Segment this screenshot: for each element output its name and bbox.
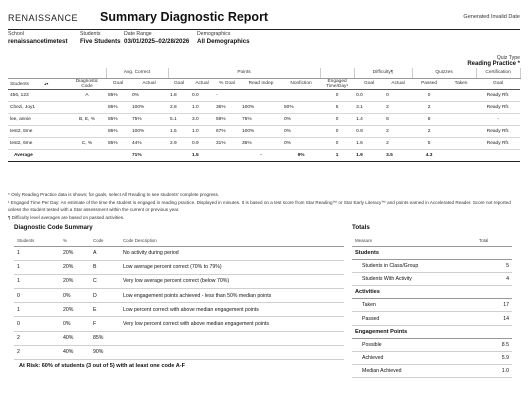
dc-pct: 20%	[60, 246, 90, 260]
p-pct: 36%	[214, 101, 240, 113]
sort-icon[interactable]: ▴▾	[44, 80, 49, 86]
school-value: renaissancetimetest	[8, 38, 68, 45]
dc-desc: Low average percent correct (70% to 79%)	[120, 260, 344, 274]
p-pct: 59%	[214, 113, 240, 125]
difficulty-header: Difficulty¶	[354, 68, 412, 78]
dc-students-header: Students	[14, 236, 60, 246]
report-meta	[8, 31, 520, 51]
dc-code: 90%	[90, 345, 120, 359]
certification: Ready Rfr.	[476, 89, 520, 101]
demographics-value: All Demographics	[197, 38, 250, 45]
avg-p-nonfiction: 9%	[282, 149, 320, 161]
p-read-indep: 100%	[240, 125, 282, 137]
dc-students: 0	[14, 289, 60, 303]
engaged-time: 0	[320, 89, 354, 101]
diff-actual: 2	[384, 125, 412, 137]
p-pct-goal-header: % Goal	[214, 78, 240, 89]
p-goal: 5.1	[168, 113, 190, 125]
quizzes-taken	[446, 101, 476, 113]
table-group-header	[8, 68, 520, 78]
table-row	[14, 289, 344, 303]
quizzes-taken-header: Taken	[446, 78, 476, 89]
total-header: Total	[476, 236, 512, 246]
report-title: Summary Diagnostic Report	[100, 10, 269, 24]
dc-desc: Very low percent correct with above median engagement points	[120, 317, 344, 331]
ac-actual: 0%	[130, 89, 168, 101]
table-row	[14, 317, 344, 331]
p-nonfiction: 50%	[282, 101, 320, 113]
ac-actual: 100%	[130, 101, 168, 113]
table-column-header	[14, 236, 344, 246]
engaged-time: 0	[320, 113, 354, 125]
student-name[interactable]: test2, 6me	[8, 125, 68, 137]
quiz-type-value: Reading Practice *	[467, 61, 520, 67]
p-read-indep: 100%	[240, 101, 282, 113]
diff-goal-header: Goal	[354, 78, 384, 89]
ac-goal: 85%	[106, 137, 130, 149]
quizzes-passed: 2	[412, 101, 446, 113]
ac-goal-header: Goal	[106, 78, 130, 89]
p-actual: 0.0	[190, 89, 214, 101]
table-row	[8, 89, 520, 101]
dc-pct: 20%	[60, 274, 90, 288]
diff-goal: 0.0	[354, 89, 384, 101]
measure-header: Measure	[352, 236, 476, 246]
dc-students: 0	[14, 317, 60, 331]
dc-students: 2	[14, 331, 60, 345]
school-label: School	[8, 31, 24, 37]
table-row: Possible 8.5	[352, 338, 512, 351]
dc-desc: No activity during period	[120, 246, 344, 260]
p-goal-header: Goal	[168, 78, 190, 89]
table-row: Students in Class/Group 5	[352, 259, 512, 272]
table-row	[14, 260, 344, 274]
ac-goal: 85%	[106, 89, 130, 101]
average-row	[8, 149, 520, 161]
dc-code: E	[90, 303, 120, 317]
engaged-time: 5	[320, 101, 354, 113]
students-column-header[interactable]: Students ▴▾	[8, 78, 68, 89]
diag-code: B, E, %	[68, 113, 106, 125]
dc-code: B	[90, 260, 120, 274]
avg-p-actual: 1.5	[190, 149, 214, 161]
diff-actual-header: Actual	[384, 78, 412, 89]
diagnostic-summary-title: Diagnostic Code Summary	[14, 224, 93, 231]
student-name[interactable]: lee, annie	[8, 113, 68, 125]
report-header	[8, 8, 520, 30]
quiz-type-label: Quiz Type	[496, 55, 520, 61]
diff-goal: 1.4	[354, 113, 384, 125]
table-row	[8, 137, 520, 149]
average-label: Average	[8, 149, 68, 161]
renaissance-logo: RENAISSANCE	[8, 13, 79, 23]
quizzes-passed-header: Passed	[412, 78, 446, 89]
dc-desc: Low engagement points achieved - less than 50% median points	[120, 289, 344, 303]
totals-title: Totals	[352, 224, 370, 231]
p-pct: 31%	[214, 137, 240, 149]
dc-students: 1	[14, 246, 60, 260]
certification: Ready Rfr.	[476, 137, 520, 149]
p-read-indep: 75%	[240, 113, 282, 125]
table-row: Students With Activity 4	[352, 272, 512, 285]
ac-actual: 100%	[130, 125, 168, 137]
dc-pct: 20%	[60, 303, 90, 317]
footnotes	[8, 192, 520, 224]
ac-goal: 85%	[106, 125, 130, 137]
avg-ac-actual: 71%	[130, 149, 168, 161]
table-row: Passed 14	[352, 312, 512, 325]
p-read-indep: 36%	[240, 137, 282, 149]
table-row	[8, 101, 520, 113]
generated-date: Generated Invalid Date	[463, 14, 520, 20]
p-nonfiction	[282, 89, 320, 101]
dc-students: 1	[14, 303, 60, 317]
ac-actual: 44%	[130, 137, 168, 149]
table-row: Achieved 5.9	[352, 352, 512, 365]
cert-goal-header: Goal	[476, 78, 520, 89]
dc-code-header: Code	[90, 236, 120, 246]
avg-passed: 4.3	[412, 149, 446, 161]
quizzes-header: Quizzes	[412, 68, 476, 78]
students-label: Students	[80, 31, 101, 37]
avg-diff-goal: 1.9	[354, 149, 384, 161]
ac-actual: 75%	[130, 113, 168, 125]
p-read-indep	[240, 89, 282, 101]
avg-correct-header: Avg. Correct	[106, 68, 168, 78]
table-row	[14, 303, 344, 317]
p-nonfiction: 0%	[282, 113, 320, 125]
date-range-value: 03/01/2025–02/28/2026	[124, 38, 190, 45]
totals-section-students: Students	[352, 246, 512, 259]
at-risk-summary: At Risk: 60% of students (3 out of 5) with at least one code A-F	[19, 363, 186, 369]
diff-actual: 0	[384, 89, 412, 101]
dc-desc: Low percent correct with above median engagement points	[120, 303, 344, 317]
p-read-indep-header: Read Indep	[240, 78, 282, 89]
avg-engaged: 1	[320, 149, 354, 161]
totals-table	[352, 236, 512, 378]
p-actual: 0.9	[190, 137, 214, 149]
quizzes-taken	[446, 89, 476, 101]
engaged-time: 0	[320, 137, 354, 149]
quizzes-taken	[446, 137, 476, 149]
dc-pct: 0%	[60, 317, 90, 331]
meta-demographics	[197, 31, 250, 45]
demographics-label: Demographics	[197, 31, 231, 37]
dc-desc: Very low average percent correct (below 70%)	[120, 274, 344, 288]
p-nonfiction-header: Nonfiction	[282, 78, 320, 89]
ac-goal: 85%	[106, 113, 130, 125]
footnote-2: ¹ Engaged Time Per Day: An estimate of the time the student is engaged in reading practice. Displayed in minutes. It is based on a test score from Star Reading™ or Star Early Literacy™ and points earned in Accelerated Reader. Score not reported unless the student tested with a Star assessment within the current or previous year.	[8, 200, 511, 212]
totals-section-activities: Activities	[352, 286, 512, 299]
certification: Ready Rfr.	[476, 101, 520, 113]
dc-pct: 20%	[60, 260, 90, 274]
table-column-header	[8, 78, 520, 89]
dc-pct: 40%	[60, 331, 90, 345]
dc-pct: 0%	[60, 289, 90, 303]
diff-goal: 3.1	[354, 101, 384, 113]
diag-code	[68, 125, 106, 137]
p-goal: 1.8	[168, 89, 190, 101]
footnote-3: ¶ Difficulty level averages are based on passed activities.	[8, 215, 125, 221]
dc-students: 1	[14, 260, 60, 274]
dc-desc	[120, 331, 344, 345]
table-row	[8, 125, 520, 137]
p-pct: -	[214, 89, 240, 101]
p-nonfiction: 0%	[282, 125, 320, 137]
dc-desc	[120, 345, 344, 359]
engaged-time-header: Engaged Time/Day¹	[320, 78, 354, 89]
dc-pct: 40%	[60, 345, 90, 359]
quizzes-taken	[446, 113, 476, 125]
table-row	[14, 274, 344, 288]
dc-students: 2	[14, 345, 60, 359]
dc-code: D	[90, 289, 120, 303]
points-header: Points	[168, 68, 320, 78]
date-range-label: Date Range	[124, 31, 152, 37]
diff-goal: 1.6	[354, 137, 384, 149]
diag-code: A	[68, 89, 106, 101]
avg-diff-actual: 3.5	[384, 149, 412, 161]
p-goal: 2.8	[168, 101, 190, 113]
student-name[interactable]: 456, 123	[8, 89, 68, 101]
table-row: Median Achieved 1.0	[352, 365, 512, 378]
quizzes-passed: 5	[412, 137, 446, 149]
dc-code: F	[90, 317, 120, 331]
engaged-time: 0	[320, 125, 354, 137]
student-name[interactable]: Chezi, Joy1	[8, 101, 68, 113]
table-row	[14, 345, 344, 359]
diag-code	[68, 101, 106, 113]
meta-date-range	[124, 31, 189, 45]
diff-actual: 2	[384, 101, 412, 113]
student-summary-table	[8, 68, 521, 162]
totals-section-engagement: Engagement Points	[352, 325, 512, 338]
avg-p-read-indep: -	[240, 149, 282, 161]
p-actual: 3.0	[190, 113, 214, 125]
students-value: Five Students	[80, 38, 121, 45]
table-row	[14, 246, 344, 260]
p-goal: 2.9	[168, 137, 190, 149]
p-nonfiction: 0%	[282, 137, 320, 149]
certification: Ready Rfr.	[476, 125, 520, 137]
p-goal: 1.5	[168, 125, 190, 137]
dc-code: 85%	[90, 331, 120, 345]
student-name[interactable]: test2, 6me	[8, 137, 68, 149]
diagnostic-summary-table	[14, 236, 344, 360]
dc-code: C	[90, 274, 120, 288]
quizzes-passed: 8	[412, 113, 446, 125]
p-actual: 1.0	[190, 125, 214, 137]
p-actual: 1.0	[190, 101, 214, 113]
quizzes-passed: 2	[412, 125, 446, 137]
table-row: Taken 17	[352, 299, 512, 312]
diff-actual: 8	[384, 113, 412, 125]
certification: -	[476, 113, 520, 125]
ac-actual-header: Actual	[130, 78, 168, 89]
p-actual-header: Actual	[190, 78, 214, 89]
p-pct: 67%	[214, 125, 240, 137]
footnote-1: * Only Reading Practice data is shown; for goals, select All Reading to see students' complete progress.	[8, 192, 220, 197]
quizzes-passed: 0	[412, 89, 446, 101]
table-column-header	[352, 236, 512, 246]
meta-school	[8, 31, 68, 45]
certification-header: Certification	[476, 68, 520, 78]
table-row	[14, 331, 344, 345]
dc-desc-header: Code Description	[120, 236, 344, 246]
diagnostic-code-header: Diagnostic Code	[68, 78, 106, 89]
dc-students: 1	[14, 274, 60, 288]
meta-students	[80, 31, 121, 45]
dc-code: A	[90, 246, 120, 260]
diff-actual: 2	[384, 137, 412, 149]
diff-goal: 0.9	[354, 125, 384, 137]
dc-pct-header: %	[60, 236, 90, 246]
ac-goal: 85%	[106, 101, 130, 113]
quizzes-taken	[446, 125, 476, 137]
table-row	[8, 113, 520, 125]
quiz-type	[467, 55, 520, 67]
diag-code: C, %	[68, 137, 106, 149]
